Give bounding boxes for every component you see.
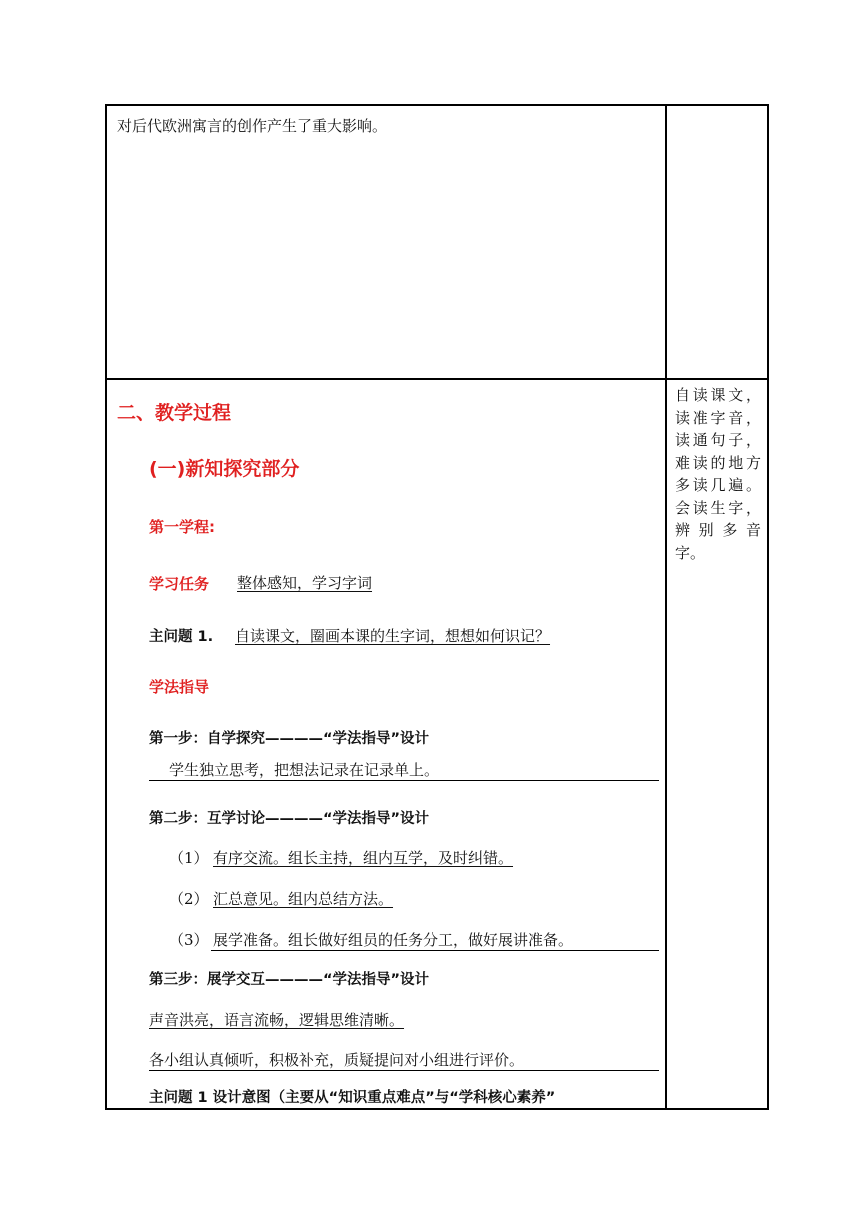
task-label: 学习任务 bbox=[149, 575, 210, 593]
table-row bbox=[106, 379, 768, 1109]
table-row bbox=[106, 105, 768, 379]
process-cell bbox=[106, 379, 666, 1109]
step3-line2: 各小组认真倾听，积极补充，质疑提问对小组进行评价。 bbox=[149, 1051, 525, 1069]
step2-item-2-num: （2） bbox=[169, 890, 209, 908]
subsection-heading: (一)新知探究部分 bbox=[149, 458, 300, 480]
section-heading: 二、教学过程 bbox=[117, 402, 232, 424]
task-value: 整体感知，学习字词 bbox=[237, 574, 373, 592]
intro-cell bbox=[106, 105, 666, 379]
step2-item-1-text: 有序交流。组长主持，组内互学，及时纠错。 bbox=[213, 849, 514, 867]
step2-item-3-num: （3） bbox=[169, 931, 209, 949]
step2-item-3-text: 展学准备。组长做好组员的任务分工，做好展讲准备。 bbox=[213, 931, 574, 949]
step2-title: 第二步：互学讨论————“学法指导”设计 bbox=[149, 811, 430, 827]
step1-title: 第一步：自学探究————“学法指导”设计 bbox=[149, 731, 430, 747]
step1-text: 学生独立思考，把想法记录在记录单上。 bbox=[169, 761, 440, 779]
side-note: 自读课文，读准字音，读通句子，难读的地方多读几遍。会读生字，辨别多音字。 bbox=[675, 386, 761, 562]
stage-label: 第一学程: bbox=[149, 518, 215, 536]
step2-item-2-text: 汇总意见。组内总结方法。 bbox=[213, 890, 394, 908]
intro-text: 对后代欧洲寓言的创作产生了重大影响。 bbox=[117, 117, 388, 135]
step3-line1: 声音洪亮，语言流畅，逻辑思维清晰。 bbox=[149, 1011, 405, 1029]
question-value: 自读课文，圈画本课的生字词，想想如何识记？ bbox=[235, 627, 551, 645]
side-note-cell bbox=[666, 379, 768, 1109]
method-label: 学法指导 bbox=[149, 678, 210, 696]
lesson-plan-table bbox=[105, 104, 769, 1110]
design-intent: 主问题 1 设计意图（主要从“知识重点难点”与“学科核心素养” bbox=[149, 1090, 556, 1106]
step3-title: 第三步：展学交互————“学法指导”设计 bbox=[149, 972, 430, 988]
side-cell-empty bbox=[666, 105, 768, 379]
question-label: 主问题 1. bbox=[149, 629, 214, 645]
step2-item-1-num: （1） bbox=[169, 849, 209, 867]
